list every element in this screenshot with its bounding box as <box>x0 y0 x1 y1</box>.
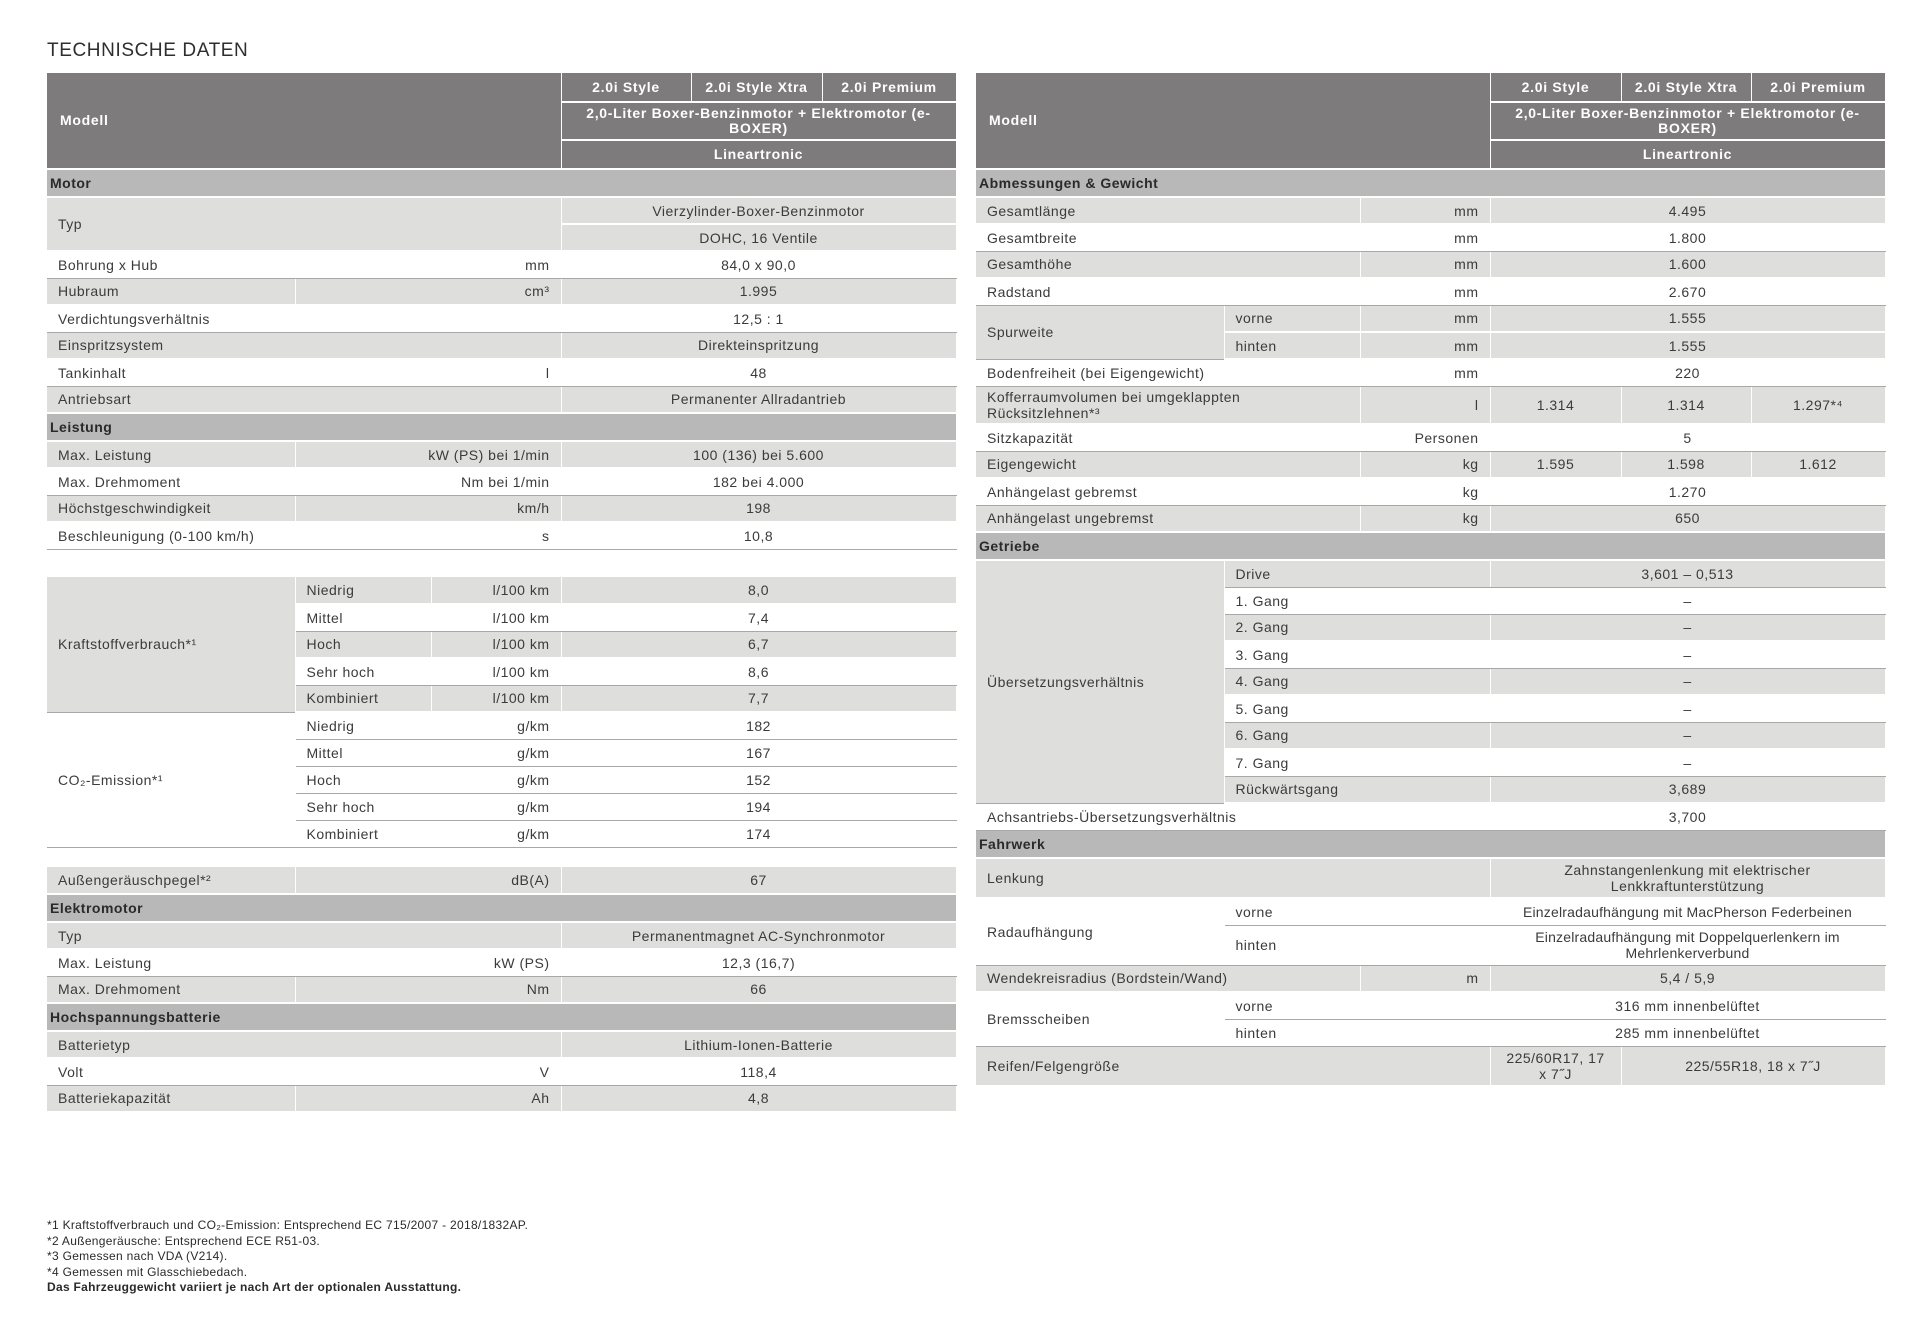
row-unit: mm <box>1360 251 1490 278</box>
row-value: Permanentmagnet AC-Synchronmotor <box>561 922 956 949</box>
sub-label: Mittel <box>295 604 431 631</box>
row-value: 225/55R18, 18 x 7˝J <box>1621 1046 1885 1086</box>
row-label: Hubraum <box>47 278 295 305</box>
row-label: Höchstgeschwindigkeit <box>47 495 295 522</box>
row-value: 1.995 <box>561 278 956 305</box>
row-unit: mm <box>1360 224 1490 251</box>
row-unit: kW (PS) bei 1/min <box>295 441 561 468</box>
sub-label: hinten <box>1224 925 1490 965</box>
group-label-radaufhaengung: Radaufhängung <box>976 898 1224 965</box>
section-leistung: Leistung <box>47 413 956 441</box>
engine-label: 2,0-Liter Boxer-Benzinmotor + Elektromotor (e-BOXER) <box>1490 102 1885 140</box>
row-value: 194 <box>561 793 956 820</box>
footnote-1: *1 Kraftstoffverbrauch und CO₂-Emission: Entsprechend EC 715/2007 - 2018/1832AP. <box>47 1218 529 1232</box>
row-value: – <box>1490 695 1885 722</box>
row-label: Max. Leistung <box>47 441 295 468</box>
sub-label: Hoch <box>295 631 431 658</box>
section-abmessungen: Abmessungen & Gewicht <box>976 169 1885 197</box>
sub-label: Drive <box>1224 560 1490 587</box>
row-unit: kg <box>1360 505 1490 532</box>
footnote-2: *2 Außengeräusche: Entsprechend ECE R51-03. <box>47 1233 321 1248</box>
row-label: Bohrung x Hub <box>47 251 295 278</box>
row-value: 7,4 <box>561 604 956 631</box>
row-label: Wendekreisradius (Bordstein/Wand) <box>976 965 1360 992</box>
variant-premium: 2.0i Premium <box>822 73 956 102</box>
row-label: Sitzkapazität <box>976 424 1360 451</box>
variant-style-xtra: 2.0i Style Xtra <box>691 73 822 102</box>
section-elektromotor: Elektromotor <box>47 894 956 922</box>
engine-label: 2,0-Liter Boxer-Benzinmotor + Elektromotor (e-BOXER) <box>561 102 956 140</box>
row-value: 167 <box>561 739 956 766</box>
row-unit: Ah <box>295 1085 561 1112</box>
row-value: 100 (136) bei 5.600 <box>561 441 956 468</box>
footnote-4: *4 Gemessen mit Glasschiebedach. <box>47 1264 248 1279</box>
section-motor: Motor <box>47 169 956 197</box>
row-value: 4,8 <box>561 1085 956 1112</box>
row-unit: l/100 km <box>431 577 561 604</box>
row-label: Kofferraumvolumen bei umgeklappten Rücksitzlehnen*³ <box>976 386 1360 424</box>
row-unit: s <box>295 522 561 549</box>
row-unit: mm <box>1360 305 1490 332</box>
row-value: 8,6 <box>561 658 956 685</box>
spec-table-left-groups <box>47 577 957 848</box>
modell-label: Modell <box>47 73 561 169</box>
row-value: 12,5 : 1 <box>561 305 956 332</box>
row-unit: l/100 km <box>431 631 561 658</box>
row-value: 66 <box>561 976 956 1003</box>
row-unit: l <box>1360 386 1490 424</box>
row-value: 1.555 <box>1490 305 1885 332</box>
row-value: 1.612 <box>1751 451 1885 478</box>
footnote-weight: Das Fahrzeuggewicht variiert je nach Art der optionalen Ausstattung. <box>47 1280 462 1294</box>
sub-label: Sehr hoch <box>295 793 431 820</box>
row-value: 48 <box>561 359 956 386</box>
row-value: 1.297*⁴ <box>1751 386 1885 424</box>
row-value: 6,7 <box>561 631 956 658</box>
footnote-3: *3 Gemessen nach VDA (V214). <box>47 1249 228 1263</box>
row-value: 316 mm innenbelüftet <box>1490 992 1885 1019</box>
section-getriebe: Getriebe <box>976 532 1885 560</box>
row-unit: Nm bei 1/min <box>295 468 561 495</box>
row-unit: g/km <box>431 766 561 793</box>
row-label: Gesamthöhe <box>976 251 1360 278</box>
row-value: 152 <box>561 766 956 793</box>
row-label: Verdichtungsverhältnis <box>47 305 561 332</box>
sub-label: hinten <box>1224 1019 1490 1046</box>
row-unit: Nm <box>295 976 561 1003</box>
row-value: 220 <box>1490 359 1885 386</box>
sub-label: 2. Gang <box>1224 614 1490 641</box>
row-value: 4.495 <box>1490 197 1885 224</box>
row-unit: l <box>295 359 561 386</box>
sub-label: 4. Gang <box>1224 668 1490 695</box>
row-value: 182 <box>561 712 956 739</box>
variant-premium: 2.0i Premium <box>1751 73 1885 102</box>
sub-label: Sehr hoch <box>295 658 431 685</box>
row-unit: g/km <box>431 820 561 847</box>
row-value: – <box>1490 587 1885 614</box>
row-value: 225/60R17, 17 x 7˝J <box>1490 1046 1621 1086</box>
transmission-label: Lineartronic <box>1490 140 1885 169</box>
sub-label: 1. Gang <box>1224 587 1490 614</box>
group-label-uebersetzung: Übersetzungsverhältnis <box>976 560 1224 803</box>
row-unit: l/100 km <box>431 685 561 712</box>
row-label: Reifen/Felgengröße <box>976 1046 1490 1086</box>
modell-label: Modell <box>976 73 1490 169</box>
row-value: 198 <box>561 495 956 522</box>
row-value: 118,4 <box>561 1058 956 1085</box>
row-value: 3,601 – 0,513 <box>1490 560 1885 587</box>
row-unit: km/h <box>295 495 561 522</box>
row-value: 2.670 <box>1490 278 1885 305</box>
sub-label: 5. Gang <box>1224 695 1490 722</box>
sub-label: vorne <box>1224 898 1490 925</box>
row-unit: mm <box>1360 359 1490 386</box>
sub-label: Kombiniert <box>295 820 431 847</box>
row-value: 1.800 <box>1490 224 1885 251</box>
spec-table-right <box>976 73 1886 1087</box>
row-label: Gesamtlänge <box>976 197 1360 224</box>
spec-table-left-bottom <box>47 867 957 1113</box>
row-value: Zahnstangenlenkung mit elektrischer Lenkkraftunterstützung <box>1490 858 1885 898</box>
row-unit: m <box>1360 965 1490 992</box>
row-value: Direkteinspritzung <box>561 332 956 359</box>
variant-style: 2.0i Style <box>1490 73 1621 102</box>
row-unit: Personen <box>1360 424 1490 451</box>
sub-label: Niedrig <box>295 577 431 604</box>
row-label: Anhängelast ungebremst <box>976 505 1360 532</box>
row-label: Max. Leistung <box>47 949 295 976</box>
row-value: Einzelradaufhängung mit Doppelquerlenkern im Mehrlenkerverbund <box>1490 925 1885 965</box>
row-label: Antriebsart <box>47 386 561 413</box>
row-label: Tankinhalt <box>47 359 295 386</box>
row-unit: cm³ <box>295 278 561 305</box>
row-value: – <box>1490 668 1885 695</box>
row-unit: g/km <box>431 739 561 766</box>
sub-label: 7. Gang <box>1224 749 1490 776</box>
row-label: Beschleunigung (0-100 km/h) <box>47 522 295 549</box>
row-label: Lenkung <box>976 858 1490 898</box>
row-label: Anhängelast gebremst <box>976 478 1360 505</box>
row-label: Bodenfreiheit (bei Eigengewicht) <box>976 359 1360 386</box>
section-batterie: Hochspannungsbatterie <box>47 1003 956 1031</box>
group-label-spurweite: Spurweite <box>976 305 1224 359</box>
row-value: 650 <box>1490 505 1885 532</box>
row-value: 3,700 <box>1490 803 1885 830</box>
row-label: Gesamtbreite <box>976 224 1360 251</box>
row-value: 67 <box>561 867 956 894</box>
row-label: Max. Drehmoment <box>47 976 295 1003</box>
sub-label: Niedrig <box>295 712 431 739</box>
row-label: Batterietyp <box>47 1031 561 1058</box>
row-unit: mm <box>1360 332 1490 359</box>
row-label: Typ <box>47 197 561 251</box>
row-unit: mm <box>1360 197 1490 224</box>
row-value: DOHC, 16 Ventile <box>561 224 956 251</box>
row-label: Max. Drehmoment <box>47 468 295 495</box>
row-value: 12,3 (16,7) <box>561 949 956 976</box>
group-label-kraftstoff: Kraftstoffverbrauch*¹ <box>47 577 295 712</box>
sub-label: Rückwärtsgang <box>1224 776 1490 803</box>
sub-label: vorne <box>1224 305 1360 332</box>
row-value: Einzelradaufhängung mit MacPherson Federbeinen <box>1490 898 1885 925</box>
footnotes <box>47 1218 528 1296</box>
sub-label: 6. Gang <box>1224 722 1490 749</box>
row-unit: g/km <box>431 712 561 739</box>
row-value: 1.270 <box>1490 478 1885 505</box>
row-value: 285 mm innenbelüftet <box>1490 1019 1885 1046</box>
row-value: 1.314 <box>1621 386 1751 424</box>
page-title: TECHNISCHE DATEN <box>47 40 249 61</box>
row-value: 182 bei 4.000 <box>561 468 956 495</box>
row-value: Permanenter Allradantrieb <box>561 386 956 413</box>
row-value: 1.314 <box>1490 386 1621 424</box>
row-label: Radstand <box>976 278 1360 305</box>
section-fahrwerk: Fahrwerk <box>976 830 1885 858</box>
row-value: 5,4 / 5,9 <box>1490 965 1885 992</box>
row-value: 5 <box>1490 424 1885 451</box>
row-unit: l/100 km <box>431 658 561 685</box>
sub-label: Mittel <box>295 739 431 766</box>
row-value: 1.555 <box>1490 332 1885 359</box>
row-value: – <box>1490 641 1885 668</box>
row-value: 1.598 <box>1621 451 1751 478</box>
row-value: 1.600 <box>1490 251 1885 278</box>
row-label: Eigengewicht <box>976 451 1360 478</box>
row-label: Achsantriebs-Übersetzungsverhältnis <box>976 803 1490 830</box>
row-value: 8,0 <box>561 577 956 604</box>
row-unit: V <box>295 1058 561 1085</box>
row-value: 3,689 <box>1490 776 1885 803</box>
sub-label: Hoch <box>295 766 431 793</box>
row-value: – <box>1490 614 1885 641</box>
spec-table-left <box>47 73 957 550</box>
row-value: Vierzylinder-Boxer-Benzinmotor <box>561 197 956 224</box>
variant-style: 2.0i Style <box>561 73 691 102</box>
row-label: Batteriekapazität <box>47 1085 295 1112</box>
row-unit: mm <box>1360 278 1490 305</box>
variant-style-xtra: 2.0i Style Xtra <box>1621 73 1751 102</box>
row-label: Typ <box>47 922 561 949</box>
sub-label: 3. Gang <box>1224 641 1490 668</box>
row-label: Einspritzsystem <box>47 332 561 359</box>
row-label: Außengeräuschpegel*² <box>47 867 295 894</box>
row-value: 1.595 <box>1490 451 1621 478</box>
sub-label: hinten <box>1224 332 1360 359</box>
transmission-label: Lineartronic <box>561 140 956 169</box>
row-value: Lithium-Ionen-Batterie <box>561 1031 956 1058</box>
row-value: 10,8 <box>561 522 956 549</box>
row-value: 7,7 <box>561 685 956 712</box>
row-value: – <box>1490 749 1885 776</box>
sub-label: vorne <box>1224 992 1490 1019</box>
row-value: 174 <box>561 820 956 847</box>
row-unit: l/100 km <box>431 604 561 631</box>
row-value: – <box>1490 722 1885 749</box>
group-label-co2: CO₂-Emission*¹ <box>47 712 295 847</box>
row-unit: kg <box>1360 451 1490 478</box>
row-unit: kg <box>1360 478 1490 505</box>
row-unit: mm <box>295 251 561 278</box>
row-unit: dB(A) <box>295 867 561 894</box>
row-label: Volt <box>47 1058 295 1085</box>
row-unit: g/km <box>431 793 561 820</box>
row-value: 84,0 x 90,0 <box>561 251 956 278</box>
group-label-bremsscheiben: Bremsscheiben <box>976 992 1224 1046</box>
header-row <box>47 73 956 102</box>
sub-label: Kombiniert <box>295 685 431 712</box>
row-unit: kW (PS) <box>295 949 561 976</box>
